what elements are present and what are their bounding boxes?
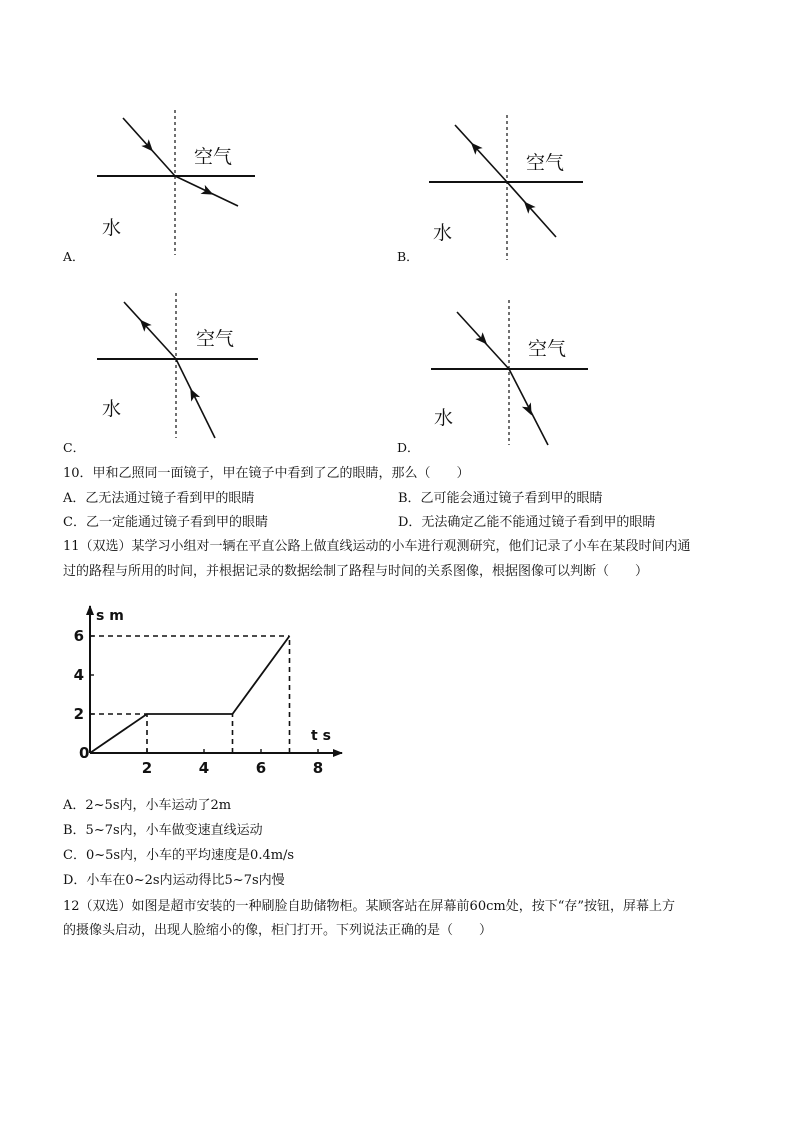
refracted-ray bbox=[175, 176, 238, 206]
option-c-label: C． bbox=[63, 440, 86, 455]
x-tick-label-6: 6 bbox=[255, 759, 267, 777]
q11-stem-line2: 过的路程与所用的时间，并根据记录的数据绘制了路程与时间的关系图像，根据图像可以判断（ ） bbox=[63, 564, 649, 579]
air-label: 空气 bbox=[526, 152, 565, 174]
q11-option-b: B．5~7s内，小车做变速直线运动 bbox=[63, 823, 263, 838]
x-axis-label: t s bbox=[311, 728, 331, 744]
series-lines bbox=[90, 636, 290, 753]
y-axis-label: s m bbox=[96, 608, 124, 624]
air-label: 空气 bbox=[194, 146, 233, 168]
origin-label: 0 bbox=[79, 744, 90, 762]
q10-option-a: A．乙无法通过镜子看到甲的眼睛 bbox=[63, 491, 255, 506]
y-tick-label-6: 6 bbox=[73, 627, 84, 645]
x-tick-label-4: 4 bbox=[198, 759, 210, 777]
water-label: 水 bbox=[434, 407, 454, 429]
q10-stem: 10．甲和乙照同一面镜子，甲在镜子中看到了乙的眼睛，那么（ ） bbox=[63, 466, 470, 481]
q11-option-c: C．0~5s内，小车的平均速度是0.4m/s bbox=[63, 848, 295, 863]
y-tick-label-4: 4 bbox=[73, 666, 84, 684]
q11-option-a: A．2~5s内，小车运动了2m bbox=[63, 798, 232, 813]
air-label: 空气 bbox=[528, 338, 567, 360]
q12-stem-line1: 12（双选）如图是超市安装的一种刷脸自助储物柜。某顾客站在屏幕前60cm处，按下“存”按钮，屏幕上方 bbox=[63, 899, 675, 914]
air-ray bbox=[124, 302, 176, 359]
incident-ray bbox=[457, 312, 509, 369]
water-ray bbox=[507, 182, 556, 237]
water-label: 水 bbox=[102, 217, 122, 239]
y-tick-label-2: 2 bbox=[73, 705, 84, 723]
x-tick-label-8: 8 bbox=[312, 759, 324, 777]
refracted-ray bbox=[509, 369, 548, 445]
water-label: 水 bbox=[433, 222, 453, 244]
option-d-label: D． bbox=[397, 440, 420, 455]
q10-option-c: C．乙一定能通过镜子看到甲的眼睛 bbox=[63, 515, 268, 530]
q11-stem-line1: 11（双选）某学习小组对一辆在平直公路上做直线运动的小车进行观测研究，他们记录了小车在某段时间内通 bbox=[63, 539, 691, 554]
s-t-graph bbox=[70, 600, 360, 785]
diagram-d bbox=[428, 300, 603, 445]
q12-stem-line2: 的摄像头启动，出现人脸缩小的像，柜门打开。下列说法正确的是（ ） bbox=[63, 923, 493, 938]
option-b-label: B． bbox=[397, 249, 419, 264]
air-ray bbox=[455, 125, 507, 182]
water-ray bbox=[176, 359, 215, 438]
diagram-b bbox=[425, 115, 600, 260]
diagram-c bbox=[92, 293, 267, 438]
axis-ticks bbox=[74, 627, 324, 777]
air-label: 空气 bbox=[196, 328, 235, 350]
q10-option-b: B．乙可能会通过镜子看到甲的眼睛 bbox=[398, 491, 603, 506]
diagram-a bbox=[90, 110, 265, 255]
q10-option-d: D．无法确定乙能不能通过镜子看到甲的眼睛 bbox=[398, 515, 656, 530]
series-line-0 bbox=[90, 636, 290, 753]
water-label: 水 bbox=[102, 398, 122, 420]
q11-option-d: D．小车在0~2s内运动得比5~7s内慢 bbox=[63, 873, 285, 888]
x-tick-label-2: 2 bbox=[141, 759, 153, 777]
option-a-label: A． bbox=[63, 249, 85, 264]
guide-lines bbox=[90, 636, 290, 753]
